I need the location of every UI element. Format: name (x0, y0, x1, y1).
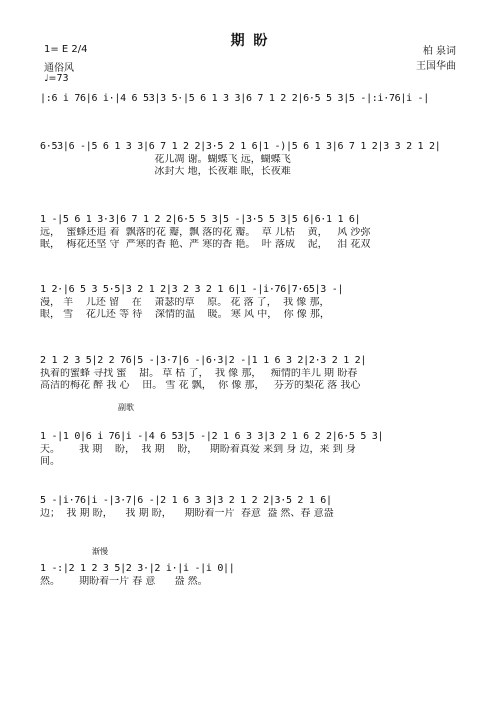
lyrics-verse-2: 高洁的梅花 醉 我 心 田。 雪 花 飘， 你 像 那， 芬芳的梨花 落 我心 (40, 380, 361, 391)
song-title: 期 盼 (230, 33, 270, 49)
lyrics-verse-1 (40, 106, 460, 118)
lyricist-credit: 柏 泉词 (422, 46, 456, 57)
notes-row: 1 -:|2 1 2 3 5|2 3·|2 i·|i -|i 0|| (40, 563, 235, 574)
lyrics-verse-1: 执着的蜜蜂 寻找 蜜 甜。 草 枯 了， 我 像 那， 痴情的羊儿 期 盼春 (40, 368, 358, 379)
staff-line-5 (40, 354, 460, 392)
lyrics-verse-1: 漫， 羊 儿还 留 在 萧瑟的草 原。 花 落 了， 我 像 那， (40, 297, 330, 308)
lyrics-verse-2 (40, 118, 460, 130)
lyrics-verse-2: 冰封大 地，长夜难 眠，长夜难 (40, 166, 291, 177)
staff-line-3 (40, 213, 460, 251)
credits (416, 44, 456, 74)
style-label: 通俗风 (44, 63, 74, 74)
notes-row: 2 1 2 3 5|2 2 76|5 -|3·7|6 -|6·3|2 -|1 1 6 3 2|2·3 2 1 2| (40, 355, 367, 366)
lyrics-verse-2: 眼， 雪 花儿还 等 待 深情的温 暖。 寒 风 中， 你 像 那， (40, 309, 330, 320)
slow-down-mark: 渐慢 (92, 547, 108, 556)
notes-row: 1 -|5 6 1 3·3|6 7 1 2 2|6·5 5 3|5 -|3·5 5 3|5 6|6·1 1 6| (40, 214, 361, 225)
lyrics-verse-1: 远， 蜜蜂还追 着 飘落的花 瓣，飘 落的花 瓣。 草 儿枯 黄， 风 沙弥 (40, 227, 371, 238)
lyrics-verse-2 (40, 520, 460, 532)
staff-line-8 (40, 562, 460, 600)
notes-row: 5 -|i·76|i -|3·7|6 -|2 1 6 3 3|3 2 1 2 2|3·5 2 1 6| (40, 495, 332, 506)
chorus-mark: 副歌 (118, 403, 134, 412)
composer-credit: 王国华曲 (416, 61, 456, 72)
staff-line-4 (40, 283, 460, 321)
staff-line-7 (40, 494, 460, 532)
lyrics-verse-2 (40, 588, 460, 600)
staff-line-2 (40, 140, 460, 178)
lyrics-verse-2: 间。 (40, 456, 60, 467)
lyrics-verse-1: 边； 我 期 盼， 我 期 盼， 期盼着一片 春意 盎 然、春 意盎 (40, 508, 334, 519)
staff-line-1 (40, 92, 460, 130)
lyrics-verse-1: 天。 我 期 盼， 我 期 盼， 期盼着真爱 来到 身 边，来 到 身 (40, 444, 356, 455)
lyrics-verse-2: 眠， 梅花还坚 守 严寒的香 艳、严 寒的香 艳。 叶 落成 泥， 泪 花双 (40, 239, 371, 250)
lyrics-verse-1: 然。 期盼着一片 春 意 盎 然。 (40, 576, 208, 587)
notes-row: 1 -|1 0|6 i 76|i -|4 6 53|5 -|2 1 6 3 3|3 2 1 6 2 2|6·5 5 3| (40, 431, 384, 442)
lyrics-verse-1: 花儿凋 谢。蝴蝶飞 远，蝴蝶飞 (40, 154, 291, 165)
notes-row: 1 2·|6 5 3 5·5|3 2 1 2|3 2 3 2 1 6|1 -|i·76|7·65|3 -| (40, 284, 344, 295)
key-signature: 1= E 2/4 (44, 44, 88, 55)
notes-row: |:6 i 76|6 i·|4 6 53|3 5·|5 6 1 3 3|6 7 1 2 2|6·5 5 3|5 -|:i·76|i -| (40, 93, 429, 104)
tempo-marking: ♩=73 (44, 73, 69, 84)
notes-row: 6·53|6 -|5 6 1 3 3|6 7 1 2 2|3·5 2 1 6|1 -)|5 6 1 3|6 7 1 2|3 3 2 1 2| (40, 141, 441, 152)
staff-line-6 (40, 430, 460, 468)
